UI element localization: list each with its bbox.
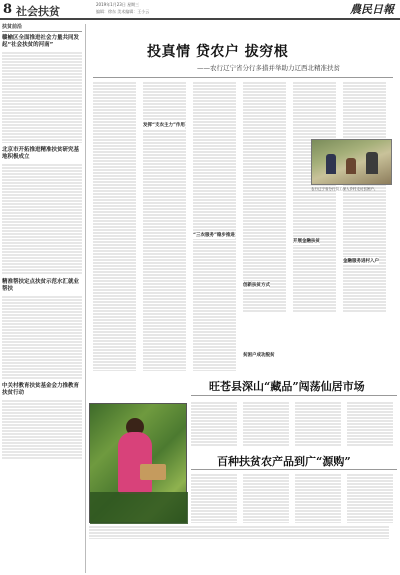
- section-name: 社会扶贫: [16, 5, 60, 18]
- photo-figure: [346, 158, 356, 174]
- text-column: [347, 401, 393, 447]
- sidebar-article-body: [2, 163, 82, 275]
- masthead: [0, 0, 400, 20]
- main-story-body: [93, 81, 398, 371]
- headline-rule: [191, 395, 397, 396]
- photo-figure: [326, 154, 336, 174]
- text-column: [347, 473, 393, 523]
- main-headline: 投真情 贷农户 拔穷根: [147, 44, 289, 60]
- sidebar-article-title: 赣榆区全面推进社会力量共同发起“社会扶贫的河南”: [2, 35, 80, 48]
- text-column: [93, 81, 136, 371]
- sidebar-column: [2, 23, 82, 573]
- headline-rule: [191, 469, 397, 470]
- column-divider: [85, 24, 86, 573]
- sidebar-article-title: 北京市开拓推进精准扶贫研究基地积极成立: [2, 147, 80, 160]
- photo-figure: [366, 152, 378, 174]
- sidebar-article-body: [2, 51, 82, 143]
- main-subhead: ——农行辽宁省分行多措并举助力辽西北精准扶贫: [197, 64, 340, 72]
- feature-body: [191, 401, 397, 447]
- photo-caption: 农行辽宁省分行员工深入乡村走访贫困户。: [311, 187, 378, 191]
- feature-headline: 旺苍县深山“藏品”闯荡仙居市场: [209, 380, 365, 393]
- text-column: [193, 81, 236, 371]
- text-column: [293, 81, 336, 313]
- farmers-photo: [311, 139, 392, 185]
- feature-body: [191, 473, 397, 523]
- story-subheading: 贫困户成功脱贫: [243, 353, 275, 358]
- sidebar-article-body: [2, 399, 82, 459]
- column-label: 扶贫前沿: [2, 23, 82, 32]
- main-area: [89, 23, 398, 575]
- sidebar-article-title: 中关村教育扶贫基金会力推教育扶贫行动: [2, 383, 80, 396]
- text-column: [343, 81, 386, 313]
- photo-caption: [89, 525, 389, 539]
- sidebar-article: [2, 279, 82, 379]
- text-column: [243, 401, 289, 447]
- text-column: [191, 473, 237, 523]
- photo-foliage: [90, 492, 188, 524]
- sidebar-article: [2, 35, 82, 143]
- text-column: [243, 473, 289, 523]
- text-column: [191, 401, 237, 447]
- story-subheading: “三农服务”稳步推进: [193, 233, 235, 238]
- sidebar-article-title: 精准帮扶定点扶贫示范水汇就业帮扶: [2, 279, 80, 292]
- photo-object: [140, 464, 166, 480]
- sidebar-article: [2, 147, 82, 275]
- sidebar-article: [2, 383, 82, 459]
- text-column: [295, 401, 341, 447]
- text-column: [295, 473, 341, 523]
- headline-rule: [93, 77, 393, 78]
- feature-headline: 百种扶贫农产品到广“源购”: [217, 455, 351, 468]
- date-line: 2019年1月23日 星期三: [96, 2, 140, 7]
- editor-line: 编辑：徐东 美术编辑：王小云: [96, 9, 150, 14]
- sidebar-article-body: [2, 295, 82, 379]
- text-column: [243, 81, 286, 313]
- photo-figure: [118, 432, 152, 494]
- newspaper-logo: 農民日報: [350, 3, 394, 16]
- page-number: 8: [3, 2, 13, 17]
- story-subheading: 金融服务进村入户: [343, 259, 379, 264]
- farmer-photo: [89, 403, 187, 523]
- story-subheading: 发挥“支农主力”作用: [143, 123, 185, 128]
- story-subheading: 创新扶贫方式: [243, 283, 270, 288]
- story-subheading: 开展金融扶贫: [293, 239, 320, 244]
